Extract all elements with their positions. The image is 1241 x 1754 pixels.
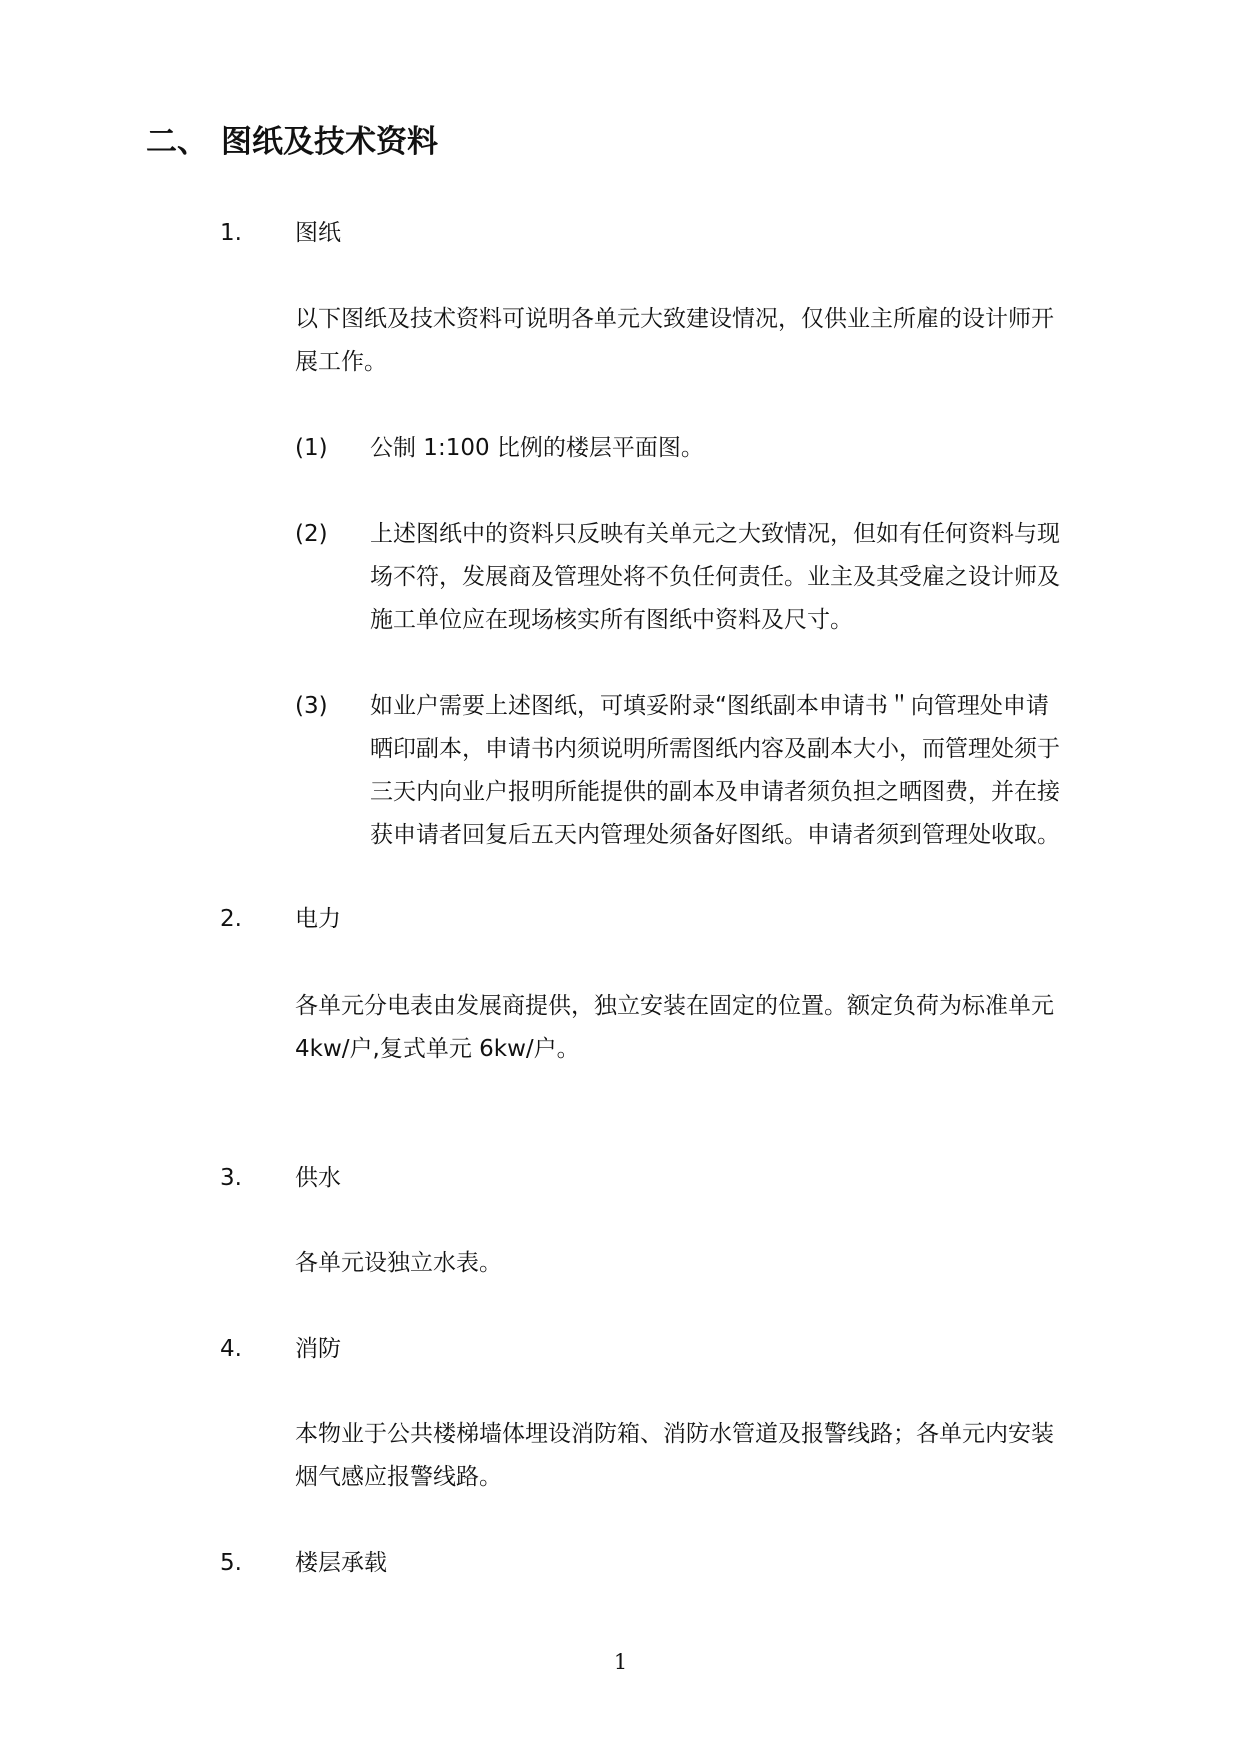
list-item-number: (1) <box>295 435 328 461</box>
section-number: 1. <box>220 220 242 246</box>
list-item-line: 如业户需要上述图纸，可填妥附录“图纸副本申请书＂向管理处申请 <box>370 693 1049 719</box>
paragraph-line: 4kw/户,复式单元 6kw/户。 <box>295 1036 580 1062</box>
chapter-number: 二、 <box>146 124 208 160</box>
list-item-text <box>370 685 1125 857</box>
list-item-line: 上述图纸中的资料只反映有关单元之大致情况，但如有任何资料与现 <box>370 521 1060 547</box>
paragraph-line: 本物业于公共楼梯墙体埋设消防箱、消防水管道及报警线路；各单元内安装 <box>295 1421 1054 1447</box>
section-paragraph <box>295 1242 1125 1285</box>
list-item-line: 施工单位应在现场核实所有图纸中资料及尺寸。 <box>370 607 853 633</box>
list-item-number: (3) <box>295 693 328 719</box>
paragraph-line: 以下图纸及技术资料可说明各单元大致建设情况，仅供业主所雇的设计师开 <box>295 306 1054 332</box>
section-number: 3. <box>220 1165 242 1191</box>
section-number: 5. <box>220 1550 242 1576</box>
list-item-line: 三天内向业户报明所能提供的副本及申请者须负担之晒图费，并在接 <box>370 779 1060 805</box>
section-paragraph <box>295 985 1125 1071</box>
section-title: 供水 <box>295 1165 341 1191</box>
page-number: 1 <box>613 1650 628 1674</box>
paragraph-line: 各单元设独立水表。 <box>295 1250 502 1276</box>
list-item-number: (2) <box>295 521 328 547</box>
list-item-text <box>370 427 1125 470</box>
paragraph-line: 烟气感应报警线路。 <box>295 1464 502 1490</box>
section-title: 楼层承载 <box>295 1550 387 1576</box>
section-title: 图纸 <box>295 220 341 246</box>
list-item-line: 场不符，发展商及管理处将不负任何责任。业主及其受雇之设计师及 <box>370 564 1060 590</box>
section-paragraph <box>295 1413 1125 1499</box>
list-item-text <box>370 513 1125 642</box>
paragraph-line: 各单元分电表由发展商提供，独立安装在固定的位置。额定负荷为标准单元 <box>295 993 1054 1019</box>
list-item-line: 获申请者回复后五天内管理处须备好图纸。申请者须到管理处收取。 <box>370 822 1060 848</box>
list-item-line: 公制 1:100 比例的楼层平面图。 <box>370 435 704 461</box>
paragraph-line: 展工作。 <box>295 349 387 375</box>
section-title: 消防 <box>295 1336 341 1362</box>
chapter-title: 图纸及技术资料 <box>221 124 438 160</box>
section-number: 2. <box>220 906 242 932</box>
section-title: 电力 <box>295 906 341 932</box>
section-number: 4. <box>220 1336 242 1362</box>
section-paragraph <box>295 298 1125 384</box>
list-item-line: 晒印副本，申请书内须说明所需图纸内容及副本大小，而管理处须于 <box>370 736 1060 762</box>
